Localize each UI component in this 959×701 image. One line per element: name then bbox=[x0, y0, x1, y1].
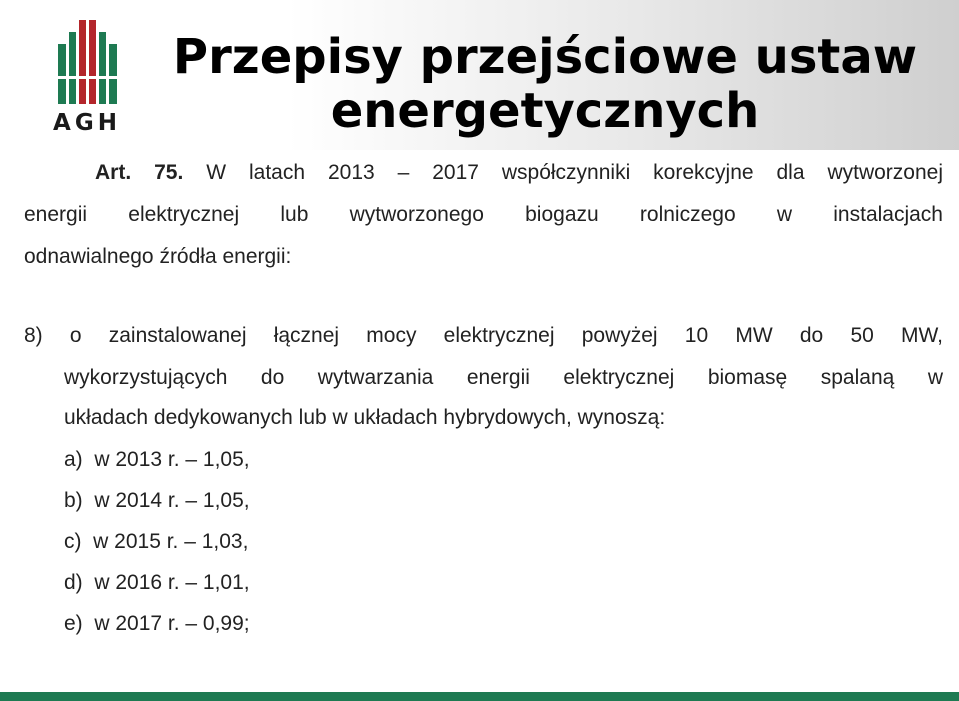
list-item: d) w 2016 r. – 1,01, bbox=[64, 571, 250, 594]
list-item: e) w 2017 r. – 0,99; bbox=[64, 612, 250, 635]
intro-text-1: W latach 2013 – 2017 współczynniki korekcyjne dla wytworzonej bbox=[206, 161, 943, 184]
intro-line-2: energii elektrycznej lub wytworzonego biogazu rolniczego w instalacjach bbox=[24, 203, 943, 226]
intro-line-1 bbox=[95, 160, 943, 186]
point-8-line-1: 8) o zainstalowanej łącznej mocy elektrycznej powyżej 10 MW do 50 MW, bbox=[24, 324, 943, 347]
logo-text: AGH bbox=[53, 110, 121, 136]
agh-logo-mark bbox=[52, 14, 122, 109]
list-item: a) w 2013 r. – 1,05, bbox=[64, 448, 250, 471]
list-item: b) w 2014 r. – 1,05, bbox=[64, 489, 250, 512]
intro-line-3: odnawialnego źródła energii: bbox=[24, 245, 292, 268]
page-title bbox=[150, 30, 940, 138]
point-8-line-2: wykorzystujących do wytwarzania energii elektrycznej biomasę spalaną w bbox=[64, 366, 943, 389]
slide-header bbox=[0, 0, 959, 150]
title-line-2: energetycznych bbox=[330, 83, 760, 139]
bottom-accent-bar bbox=[0, 692, 959, 701]
point-8-line-3: układach dedykowanych lub w układach hybrydowych, wynoszą: bbox=[64, 406, 666, 429]
agh-logo bbox=[52, 14, 122, 134]
article-label: Art. 75. bbox=[95, 161, 184, 184]
title-line-1: Przepisy przejściowe ustaw bbox=[172, 29, 918, 85]
list-item: c) w 2015 r. – 1,03, bbox=[64, 530, 249, 553]
